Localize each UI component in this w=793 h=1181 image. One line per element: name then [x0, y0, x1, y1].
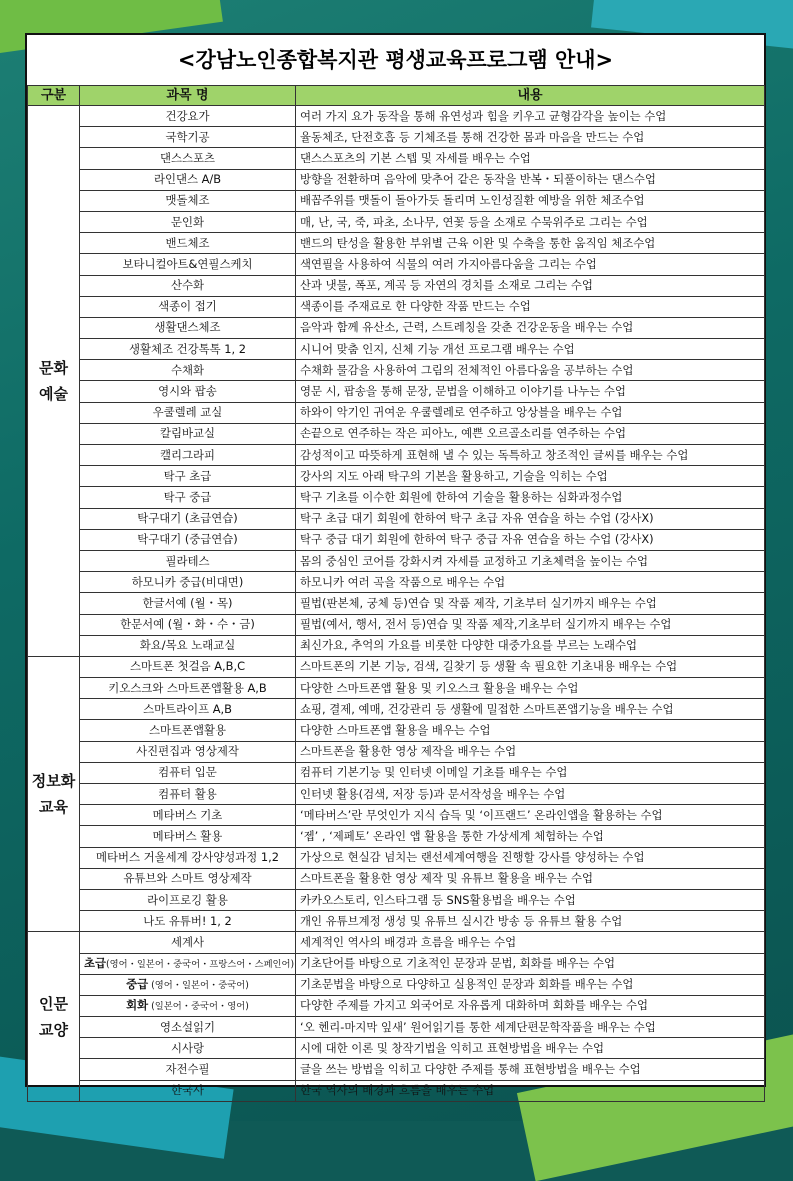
page-title: <강남노인종합복지관 평생교육프로그램 안내>	[177, 48, 614, 72]
course-name-cell: 생활댄스체조	[80, 317, 296, 338]
table-row	[28, 296, 765, 317]
table-row	[28, 423, 765, 444]
course-name-cell: 댄스스포츠	[80, 148, 296, 169]
table-row	[28, 1017, 765, 1038]
course-name-cell: 키오스크와 스마트폰앱활용 A,B	[80, 678, 296, 699]
course-name-cell: 생활체조 건강톡톡 1, 2	[80, 339, 296, 360]
table-row	[28, 635, 765, 656]
course-level-label: 회화	[126, 997, 149, 1012]
table-row	[28, 106, 765, 127]
table-row	[28, 190, 765, 211]
table-row	[28, 1080, 765, 1101]
course-name-cell: 스마트라이프 A,B	[80, 699, 296, 720]
table-row	[28, 762, 765, 783]
category-cell: 정보화 교육	[28, 656, 80, 931]
category-cell: 문화 예술	[28, 106, 80, 657]
course-name-cell: 보타니컬아트&연필스케치	[80, 254, 296, 275]
table-row	[28, 487, 765, 508]
course-description-cell: 필법(판본체, 궁체 등)연습 및 작품 제작, 기초부터 실기까지 배우는 수업	[296, 593, 765, 614]
table-row	[28, 593, 765, 614]
course-name-cell: 화요/목요 노래교실	[80, 635, 296, 656]
course-description-cell: 색연필을 사용하여 식물의 여러 가지아름다움을 그리는 수업	[296, 254, 765, 275]
table-row	[28, 889, 765, 910]
course-name-cell: 문인화	[80, 211, 296, 232]
course-description-cell: 가상으로 현실감 넘치는 랜선세계여행을 진행할 강사를 양성하는 수업	[296, 847, 765, 868]
table-row	[28, 678, 765, 699]
course-description-cell: 스마트폰을 활용한 영상 제작 및 유튜브 활용을 배우는 수업	[296, 868, 765, 889]
course-name-cell: 필라테스	[80, 550, 296, 571]
table-row	[28, 445, 765, 466]
course-description-cell: 인터넷 활용(검색, 저장 등)과 문서작성을 배우는 수업	[296, 784, 765, 805]
course-name-cell: 시사랑	[80, 1038, 296, 1059]
course-name-cell: 우쿨렐레 교실	[80, 402, 296, 423]
course-description-cell: 댄스스포츠의 기본 스텝 및 자세를 배우는 수업	[296, 148, 765, 169]
table-row	[28, 211, 765, 232]
course-languages-label: (영어・일본어・중국어・프랑스어・스페인어)	[106, 958, 295, 970]
table-row	[28, 911, 765, 932]
course-description-cell: 탁구 기초를 이수한 회원에 한하여 기술을 활용하는 심화과정수업	[296, 487, 765, 508]
table-row	[28, 317, 765, 338]
course-languages-label: (영어・일본어・중국어)	[148, 979, 249, 991]
course-description-cell: 하와이 악기인 귀여운 우쿨렐레로 연주하고 앙상블을 배우는 수업	[296, 402, 765, 423]
course-name-cell: 유튜브와 스마트 영상제작	[80, 868, 296, 889]
course-name-cell: 컴퓨터 활용	[80, 784, 296, 805]
course-description-cell: 다양한 스마트폰앱 활용을 배우는 수업	[296, 720, 765, 741]
course-level-label: 중급	[126, 976, 149, 991]
table-row	[28, 169, 765, 190]
course-description-cell: 탁구 중급 대기 회원에 한하여 탁구 중급 자유 연습을 하는 수업 (강사X)	[296, 529, 765, 550]
table-row	[28, 995, 765, 1016]
course-level-label: 초급	[84, 955, 107, 970]
course-name-cell: 영소설읽기	[80, 1017, 296, 1038]
table-row	[28, 614, 765, 635]
course-description-cell: 카카오스토리, 인스타그램 등 SNS활용법을 배우는 수업	[296, 889, 765, 910]
table-row	[28, 254, 765, 275]
course-name-cell: 컴퓨터 입문	[80, 762, 296, 783]
course-description-cell: 밴드의 탄성을 활용한 부위별 근육 이완 및 수축을 통한 움직임 체조수업	[296, 233, 765, 254]
table-row	[28, 275, 765, 296]
course-languages-label: (일본어・중국어・영어)	[148, 1000, 249, 1012]
course-name-cell: 산수화	[80, 275, 296, 296]
course-description-cell: 매, 난, 국, 죽, 파초, 소나무, 연꽃 등을 소재로 수묵위주로 그리는 수업	[296, 211, 765, 232]
course-description-cell: 다양한 주제를 가지고 외국어로 자유롭게 대화하며 회화를 배우는 수업	[296, 995, 765, 1016]
course-name-cell: 하모니카 중급(비대면)	[80, 572, 296, 593]
table-row	[28, 360, 765, 381]
course-description-cell: 음악과 함께 유산소, 근력, 스트레칭을 갖춘 건강운동을 배우는 수업	[296, 317, 765, 338]
table-row	[28, 466, 765, 487]
table-row	[28, 784, 765, 805]
table-row	[28, 381, 765, 402]
course-description-cell: ‘오 헨리-마지막 잎새’ 원어읽기를 통한 세계단편문학작품을 배우는 수업	[296, 1017, 765, 1038]
table-row	[28, 656, 765, 677]
course-description-cell: 하모니카 여러 곡을 작품으로 배우는 수업	[296, 572, 765, 593]
course-name-cell	[80, 974, 296, 995]
course-description-cell: 개인 유튜브계정 생성 및 유튜브 실시간 방송 등 유튜브 활용 수업	[296, 911, 765, 932]
course-description-cell: 손끝으로 연주하는 작은 피아노, 예쁜 오르골소리를 연주하는 수업	[296, 423, 765, 444]
course-description-cell: 율동체조, 단전호흡 등 기체조를 통해 건강한 몸과 마음을 만드는 수업	[296, 127, 765, 148]
course-description-cell: 시에 대한 이론 및 창작기법을 익히고 표현방법을 배우는 수업	[296, 1038, 765, 1059]
course-name-cell: 나도 유튜버! 1, 2	[80, 911, 296, 932]
table-row	[28, 974, 765, 995]
course-description-cell: 한국 역사의 배경과 흐름을 배우는 수업	[296, 1080, 765, 1101]
table-row	[28, 805, 765, 826]
course-name-cell: 수채화	[80, 360, 296, 381]
table-row	[28, 741, 765, 762]
course-name-cell: 메타버스 활용	[80, 826, 296, 847]
course-description-cell: 강사의 지도 아래 탁구의 기본을 활용하고, 기술을 익히는 수업	[296, 466, 765, 487]
header-content: 내용	[296, 86, 765, 106]
table-row	[28, 572, 765, 593]
course-name-cell: 색종이 접기	[80, 296, 296, 317]
course-description-cell: 감성적이고 따뜻하게 표현해 낼 수 있는 독특하고 창조적인 글씨를 배우는 수업	[296, 445, 765, 466]
table-body	[28, 106, 765, 1102]
course-description-cell: 산과 냇물, 폭포, 계곡 등 자연의 경치를 소재로 그리는 수업	[296, 275, 765, 296]
course-description-cell: ‘메타버스’란 무엇인가 지식 습득 및 ‘이프랜드’ 온라인앱을 활용하는 수업	[296, 805, 765, 826]
course-description-cell: 색종이를 주재료로 한 다양한 작품 만드는 수업	[296, 296, 765, 317]
course-name-cell: 탁구대기 (중급연습)	[80, 529, 296, 550]
course-description-cell: 다양한 스마트폰앱 활용 및 키오스크 활용을 배우는 수업	[296, 678, 765, 699]
course-description-cell: ‘젭’ , ‘제페토’ 온라인 앱 활용을 통한 가상세계 체험하는 수업	[296, 826, 765, 847]
course-description-cell: 세계적인 역사의 배경과 흐름을 배우는 수업	[296, 932, 765, 953]
course-description-cell: 시니어 맞춤 인지, 신체 기능 개선 프로그램 배우는 수업	[296, 339, 765, 360]
course-description-cell: 방향을 전환하며 음악에 맞추어 같은 동작을 반복・되풀이하는 댄스수업	[296, 169, 765, 190]
course-description-cell: 기초문법을 바탕으로 다양하고 실용적인 문장과 회화를 배우는 수업	[296, 974, 765, 995]
course-description-cell: 글을 쓰는 방법을 익히고 다양한 주제를 통해 표현방법을 배우는 수업	[296, 1059, 765, 1080]
table-row	[28, 148, 765, 169]
category-cell: 인문 교양	[28, 932, 80, 1102]
course-name-cell: 캘리그라피	[80, 445, 296, 466]
table-row	[28, 868, 765, 889]
course-name-cell	[80, 995, 296, 1016]
course-name-cell: 한문서예 (월・화・수・금)	[80, 614, 296, 635]
course-name-cell: 한글서예 (월・목)	[80, 593, 296, 614]
course-description-cell: 필법(예서, 행서, 전서 등)연습 및 작품 제작,기초부터 실기까지 배우는 수업	[296, 614, 765, 635]
course-name-cell	[80, 953, 296, 974]
table-row	[28, 699, 765, 720]
course-description-cell: 최신가요, 추억의 가요를 비롯한 다양한 대중가요를 부르는 노래수업	[296, 635, 765, 656]
course-name-cell: 라이프로깅 활용	[80, 889, 296, 910]
table-row	[28, 826, 765, 847]
table-row	[28, 529, 765, 550]
table-row	[28, 402, 765, 423]
course-description-cell: 쇼핑, 결제, 예매, 건강관리 등 생활에 밀접한 스마트폰앱기능을 배우는 수업	[296, 699, 765, 720]
table-row	[28, 508, 765, 529]
table-header-row	[28, 86, 765, 106]
course-description-cell: 몸의 중심인 코어를 강화시켜 자세를 교정하고 기초체력을 높이는 수업	[296, 550, 765, 571]
course-name-cell: 라인댄스 A/B	[80, 169, 296, 190]
course-description-cell: 영문 시, 팝송을 통해 문장, 문법을 이해하고 이야기를 나누는 수업	[296, 381, 765, 402]
course-name-cell: 탁구대기 (초급연습)	[80, 508, 296, 529]
course-name-cell: 세계사	[80, 932, 296, 953]
header-course: 과목 명	[80, 86, 296, 106]
table-row	[28, 1038, 765, 1059]
program-table	[27, 85, 765, 1102]
header-category: 구분	[28, 86, 80, 106]
course-name-cell: 맷돌체조	[80, 190, 296, 211]
course-description-cell: 수채화 물감을 사용하여 그림의 전체적인 아름다움을 공부하는 수업	[296, 360, 765, 381]
course-name-cell: 사진편집과 영상제작	[80, 741, 296, 762]
course-name-cell: 스마트폰앱활용	[80, 720, 296, 741]
course-description-cell: 스마트폰을 활용한 영상 제작을 배우는 수업	[296, 741, 765, 762]
table-row	[28, 847, 765, 868]
course-description-cell: 여러 가지 요가 동작을 통해 유연성과 힘을 키우고 균형감각을 높이는 수업	[296, 106, 765, 127]
program-sheet	[25, 33, 766, 1098]
course-name-cell: 한국사	[80, 1080, 296, 1101]
course-name-cell: 밴드체조	[80, 233, 296, 254]
table-row	[28, 339, 765, 360]
course-description-cell: 컴퓨터 기본기능 및 인터넷 이메일 기초를 배우는 수업	[296, 762, 765, 783]
course-name-cell: 건강요가	[80, 106, 296, 127]
course-name-cell: 메타버스 기초	[80, 805, 296, 826]
table-row	[28, 233, 765, 254]
course-name-cell: 자전수필	[80, 1059, 296, 1080]
course-name-cell: 영시와 팝송	[80, 381, 296, 402]
table-row	[28, 932, 765, 953]
course-description-cell: 탁구 초급 대기 회원에 한하여 탁구 초급 자유 연습을 하는 수업 (강사X)	[296, 508, 765, 529]
course-description-cell: 스마트폰의 기본 기능, 검색, 길찾기 등 생활 속 필요한 기초내용 배우는 수업	[296, 656, 765, 677]
table-row	[28, 720, 765, 741]
course-name-cell: 메타버스 거울세계 강사양성과정 1,2	[80, 847, 296, 868]
course-name-cell: 탁구 중급	[80, 487, 296, 508]
course-name-cell: 탁구 초급	[80, 466, 296, 487]
course-name-cell: 칼림바교실	[80, 423, 296, 444]
course-description-cell: 기초단어를 바탕으로 기초적인 문장과 문법, 회화를 배우는 수업	[296, 953, 765, 974]
table-row	[28, 1059, 765, 1080]
table-row	[28, 127, 765, 148]
course-description-cell: 배꼽주위를 맷돌이 돌아가듯 돌리며 노인성질환 예방을 위한 체조수업	[296, 190, 765, 211]
table-row	[28, 550, 765, 571]
table-row	[28, 953, 765, 974]
course-name-cell: 국학기공	[80, 127, 296, 148]
course-name-cell: 스마트폰 첫걸음 A,B,C	[80, 656, 296, 677]
